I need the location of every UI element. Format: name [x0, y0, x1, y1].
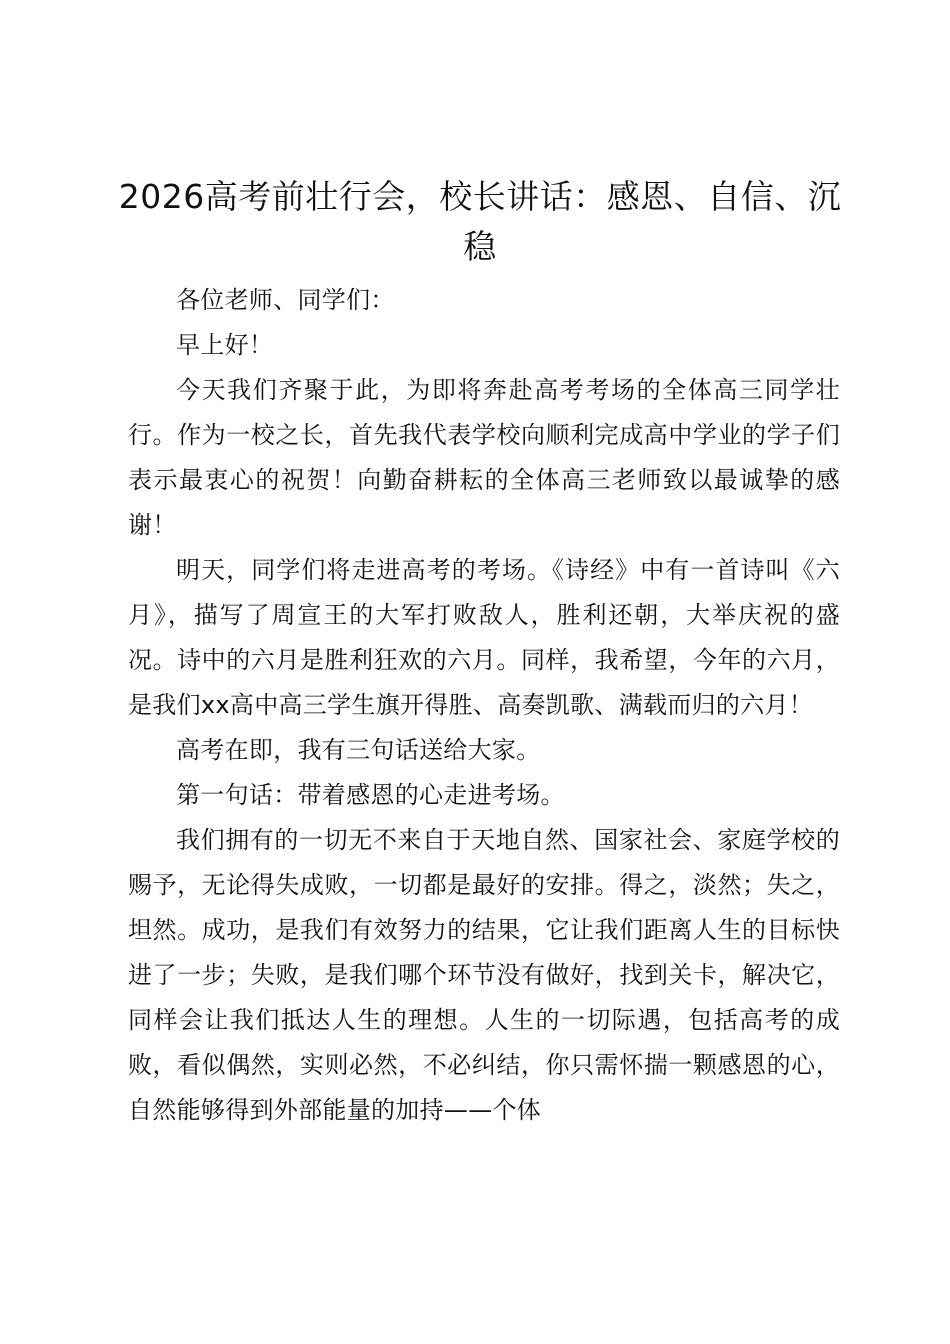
paragraph: 我们拥有的一切无不来自于天地自然、国家社会、家庭学校的赐予，无论得失成败，一切都是最好的安排。得之，淡然；失之，坦然。成功，是我们有效努力的结果，它让我们距离人生的目标快进了一步；失败，是我们哪个环节没有做好，找到关卡，解决它，同样会让我们抵达人生的理想。人生的一切际遇，包括高考的成败，看似偶然，实则必然，不必纠结，你只需怀揣一颗感恩的心，自然能够得到外部能量的加持——个体 — [128, 826, 840, 1124]
document-title: 2026高考前壮行会，校长讲话：感恩、自信、沉稳 — [118, 177, 842, 266]
document-body — [128, 278, 840, 1133]
greeting: 早上好！ — [176, 331, 274, 359]
salutation: 各位老师、同学们： — [176, 286, 395, 314]
section-heading: 第一句话：带着感恩的心走进考场。 — [176, 781, 565, 809]
paragraph: 今天我们齐聚于此，为即将奔赴高考考场的全体高三同学壮行。作为一校之长，首先我代表学校向顺利完成高中学业的学子们表示最衷心的祝贺！向勤奋耕耘的全体高三老师致以最诚挚的感谢！ — [128, 376, 840, 539]
paragraph: 明天，同学们将走进高考的考场。《诗经》中有一首诗叫《六月》，描写了周宣王的大军打败敌人，胜利还朝，大举庆祝的盛况。诗中的六月是胜利狂欢的六月。同样，我希望，今年的六月，是我们xx高中高三学生旗开得胜、高奏凯歌、满载而归的六月！ — [128, 556, 840, 719]
paragraph: 高考在即，我有三句话送给大家。 — [176, 736, 541, 764]
